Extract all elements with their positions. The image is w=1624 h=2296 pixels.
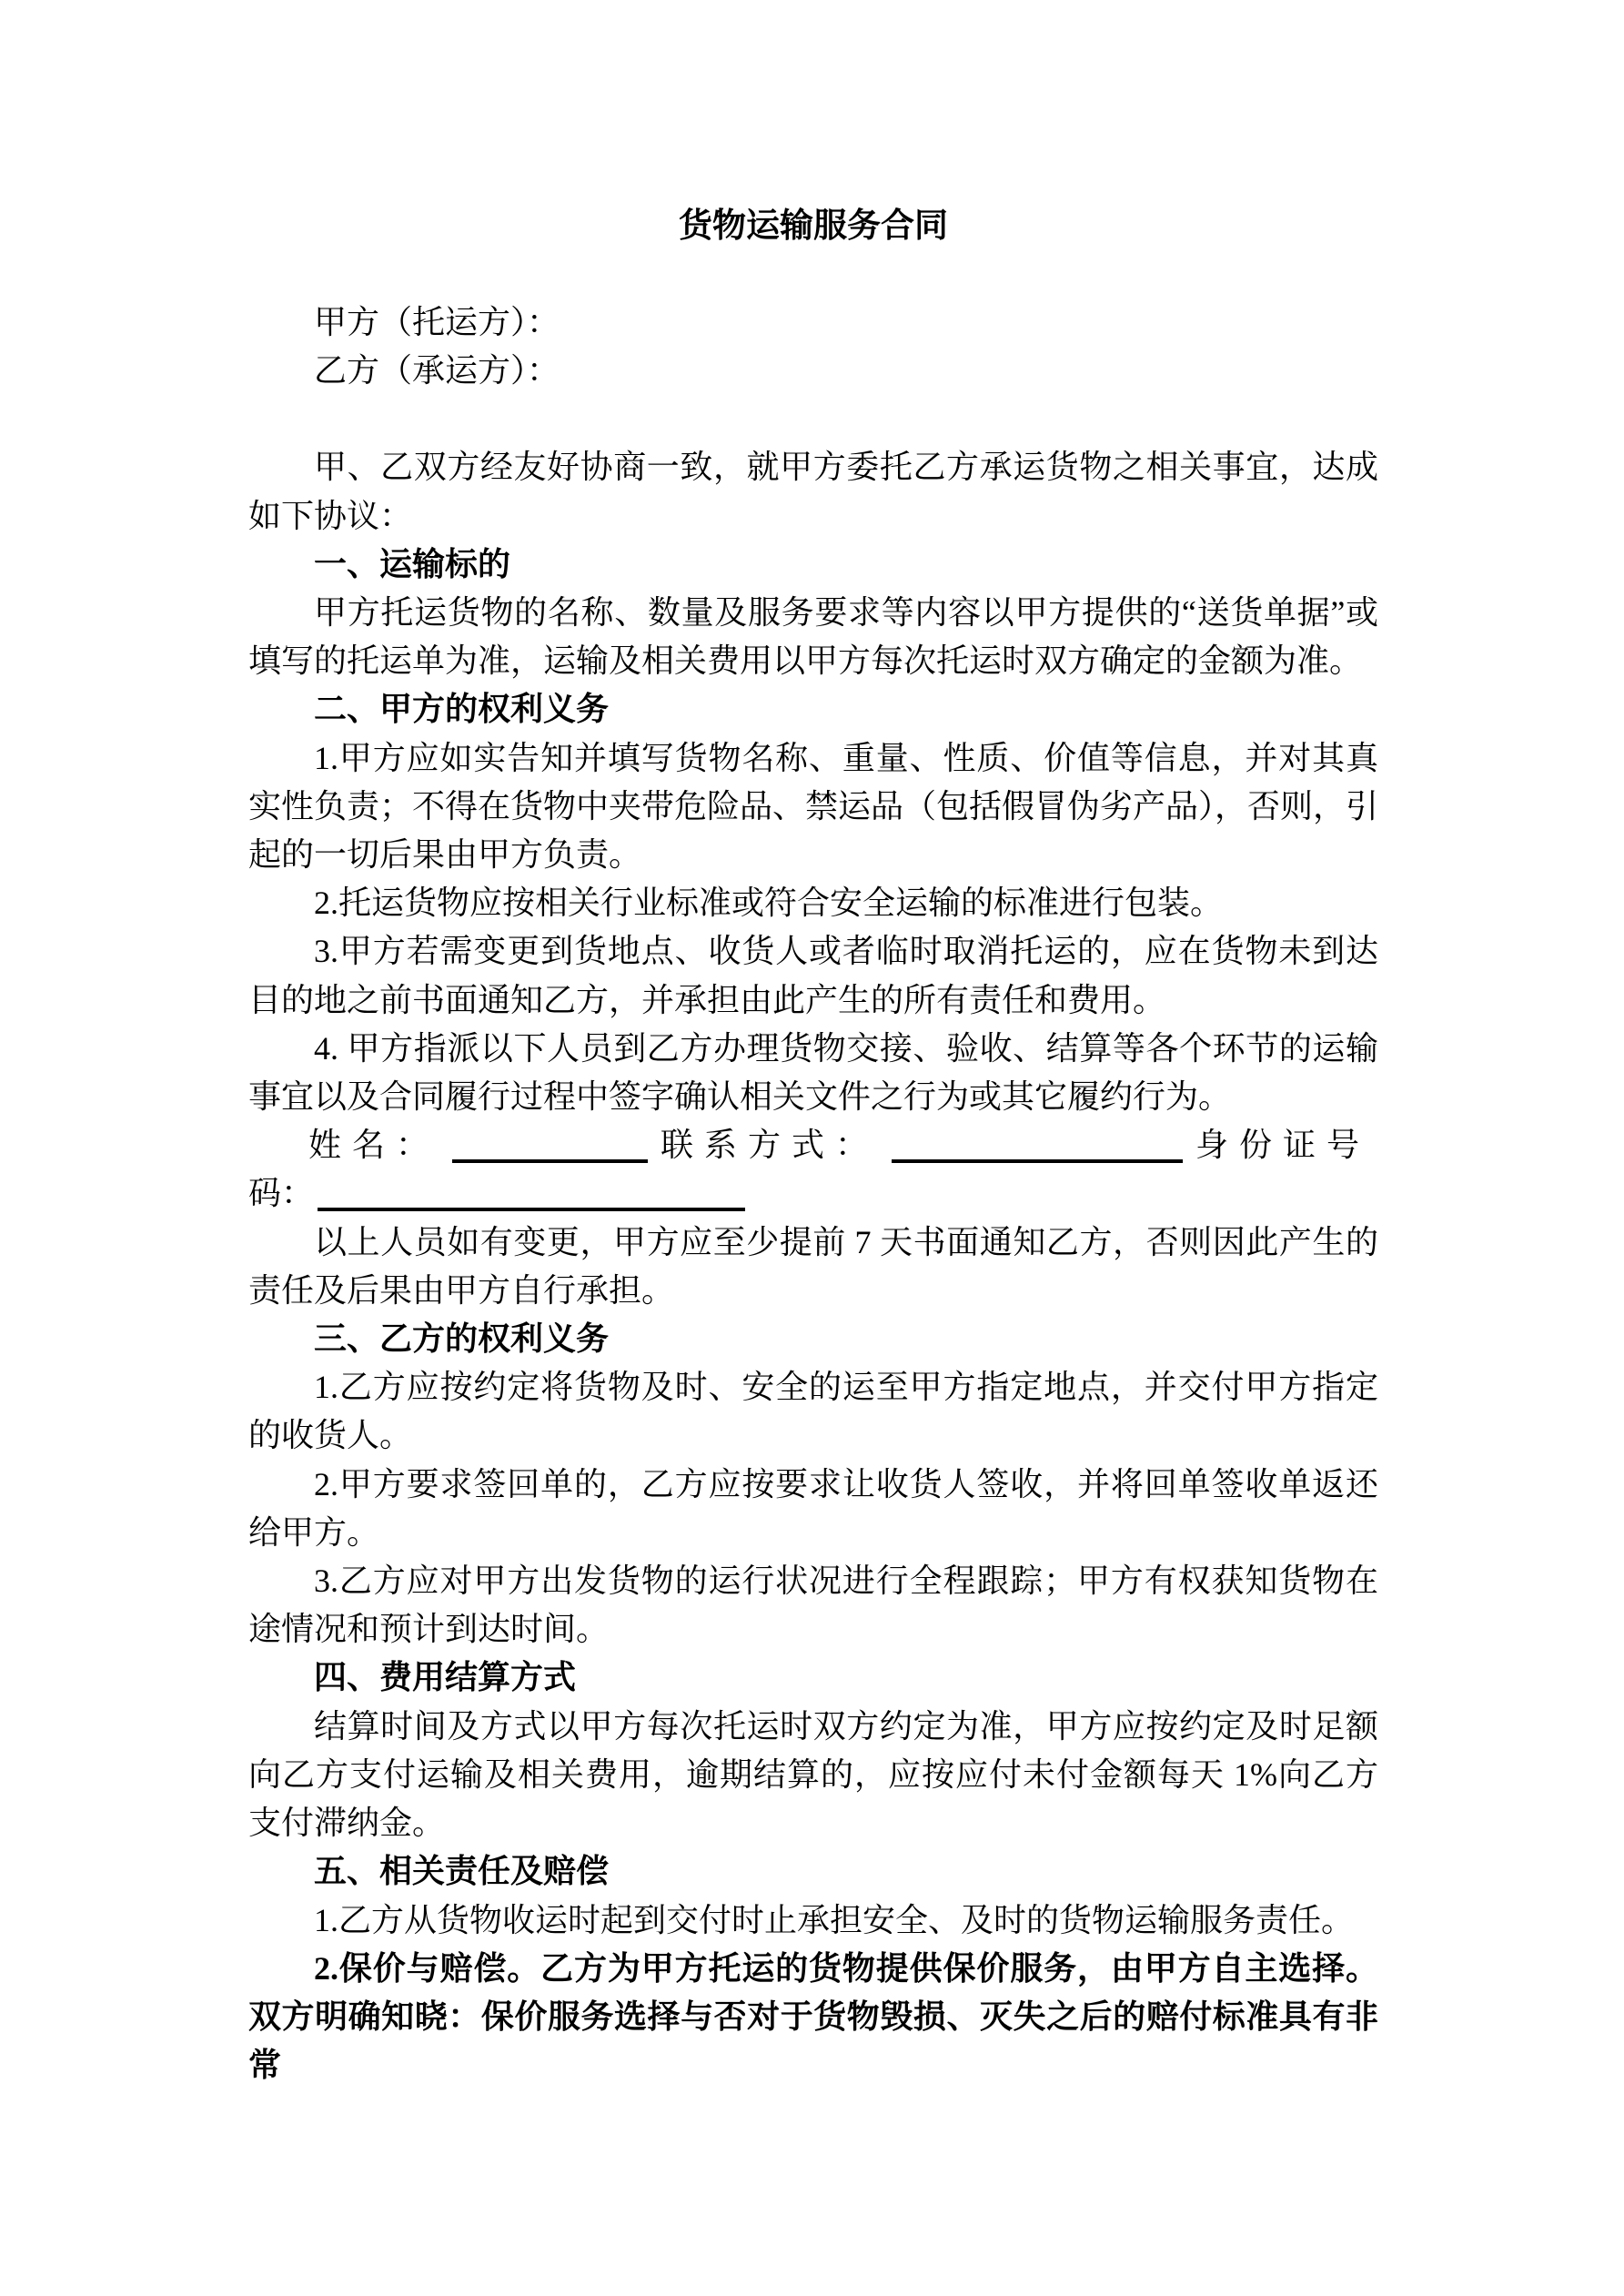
- section-4-heading: 四、费用结算方式: [314, 1659, 577, 1696]
- contact-label: 联系方式：: [661, 1127, 880, 1164]
- id-number-label-part2: 码：: [248, 1175, 315, 1212]
- section-2-clause-3: 3.甲方若需变更到货地点、收货人或者临时取消托运的，应在货物未到达目的地之前书面通知乙方，并承担由此产生的所有责任和费用。: [248, 933, 1378, 1018]
- section-5-clause-1: 1.乙方从货物收运时起到交付时止承担安全、及时的货物运输服务责任。: [314, 1901, 1355, 1938]
- name-label: 姓名：: [308, 1127, 440, 1164]
- id-number-blank-line: [318, 1177, 745, 1211]
- section-3-heading: 三、乙方的权利义务: [314, 1320, 610, 1358]
- name-blank-line: [452, 1128, 648, 1163]
- section-2-change-notice: 以上人员如有变更，甲方应至少提前 7 天书面通知乙方，否则因此产生的责任及后果由甲方自行承担。: [248, 1223, 1378, 1309]
- section-3-clause-3: 3.乙方应对甲方出发货物的运行状况进行全程跟踪；甲方有权获知货物在途情况和预计到达时间。: [248, 1563, 1378, 1648]
- assignee-info-line-1: [248, 1121, 1378, 1169]
- party-b-line: 乙方（承运方）：: [314, 352, 560, 389]
- section-1-heading: 一、运输标的: [314, 545, 511, 582]
- contact-blank-line: [892, 1128, 1183, 1163]
- section-5-heading: 五、相关责任及赔偿: [314, 1853, 610, 1890]
- section-1-body: 甲方托运货物的名称、数量及服务要求等内容以甲方提供的“送货单据”或填写的托运单为准，运输及相关费用以甲方每次托运时双方确定的金额为准。: [248, 594, 1378, 680]
- blank-line: [248, 250, 1378, 298]
- blank-line: [248, 395, 1378, 443]
- assignee-info-line-2: [248, 1169, 1378, 1218]
- section-2-heading: 二、甲方的权利义务: [314, 691, 610, 728]
- preamble-paragraph: 甲、乙双方经友好协商一致，就甲方委托乙方承运货物之相关事宜，达成如下协议：: [248, 449, 1378, 534]
- document-title: 货物运输服务合同: [679, 207, 948, 245]
- section-2-clause-4: 4. 甲方指派以下人员到乙方办理货物交接、验收、结算等各个环节的运输事宜以及合同履行过程中签字确认相关文件之行为或其它履约行为。: [248, 1029, 1378, 1116]
- section-3-clause-2: 2.甲方要求签回单的，乙方应按要求让收货人签收，并将回单签收单返还给甲方。: [248, 1465, 1378, 1551]
- section-2-clause-1: 1.甲方应如实告知并填写货物名称、重量、性质、价值等信息，并对其真实性负责；不得在货物中夹带危险品、禁运品（包括假冒伪劣产品），否则，引起的一切后果由甲方负责。: [248, 739, 1379, 874]
- section-3-clause-1: 1.乙方应按约定将货物及时、安全的运至甲方指定地点，并交付甲方指定的收货人。: [248, 1369, 1378, 1454]
- party-a-line: 甲方（托运方）：: [314, 304, 560, 340]
- section-4-body: 结算时间及方式以甲方每次托运时双方约定为准，甲方应按约定及时足额向乙方支付运输及相关费用，逾期结算的，应按应付未付金额每天 1%向乙方支付滞纳金。: [248, 1707, 1378, 1842]
- id-number-label-part1: 身份证号: [1195, 1127, 1371, 1164]
- section-2-clause-2: 2.托运货物应按相关行业标准或符合安全运输的标准进行包装。: [314, 885, 1224, 922]
- section-5-clause-2: 2.保价与赔偿。乙方为甲方托运的货物提供保价服务，由甲方自主选择。双方明确知晓：保价服务选择与否对于货物毁损、灭失之后的赔付标准具有非常: [248, 1949, 1378, 2084]
